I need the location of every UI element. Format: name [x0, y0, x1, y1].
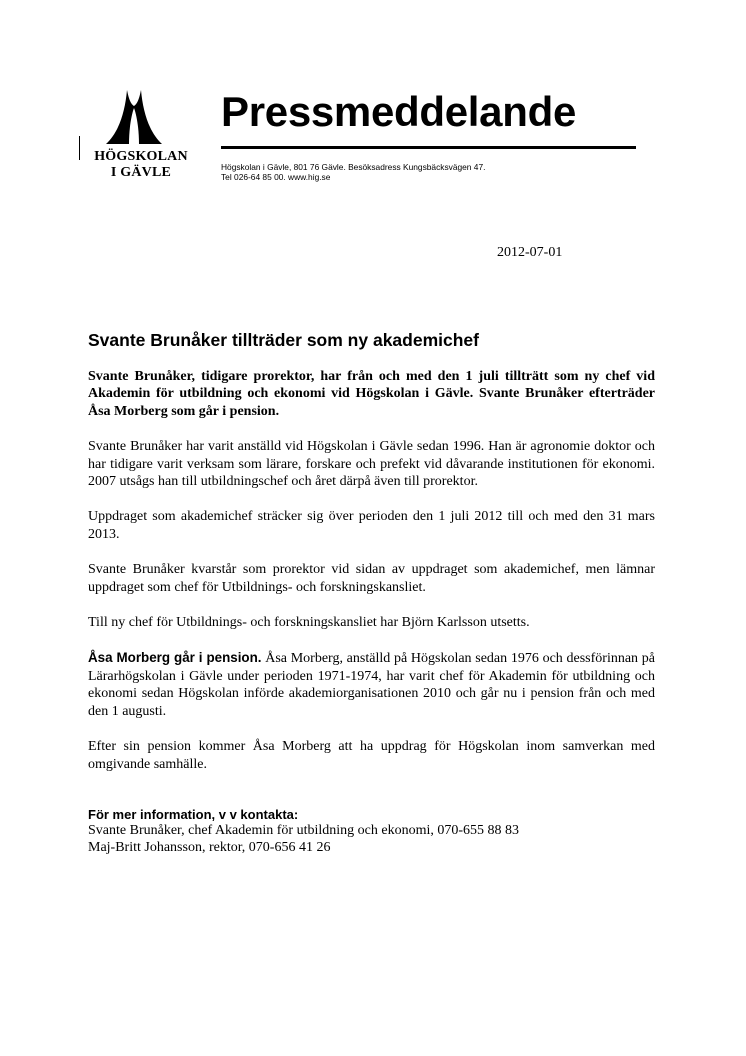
hogskolan-logo-icon	[104, 86, 164, 148]
article-paragraph-1: Svante Brunåker har varit anställd vid Högskolan i Gävle sedan 1996. Han är agronomie doktor och har tidigare varit verksam som lärare, forskare och prefekt vid dåvarande institutionen för ekonomi. 2007 utsågs han till utbildningschef och året därpå även till prorektor.	[88, 439, 655, 490]
address-line-1: Högskolan i Gävle, 801 76 Gävle. Besöksadress Kungsbäcksvägen 47.	[221, 162, 486, 172]
article	[88, 329, 655, 856]
page-title: Pressmeddelande	[221, 88, 577, 135]
article-section	[88, 649, 655, 720]
logo-divider	[79, 136, 80, 160]
press-release-date: 2012-07-01	[497, 245, 563, 260]
article-paragraph-3: Svante Brunåker kvarstår som prorektor vid sidan av uppdraget som akademichef, men lämnar uppdraget som chef för Utbildnings- och forskningskansliet.	[88, 562, 655, 595]
section-text: Åsa Morberg, anställd på Högskolan sedan 1976 och dessförinnan på Lärarhögskolan i Gävle under perioden 1971-1974, har varit chef för Akademin för utbildning och ekonomi sedan Högskolan införde akademiorganisationen 2010 och går nu i pension från och med den 1 augusti.	[88, 651, 655, 719]
contact-title: För mer information, v v kontakta:	[88, 806, 299, 822]
article-paragraph-2: Uppdraget som akademichef sträcker sig över perioden den 1 juli 2012 till och med den 31 mars 2013.	[88, 509, 655, 542]
logo-text	[82, 149, 200, 181]
logo-line-1: HÖGSKOLAN	[94, 149, 188, 164]
section-heading: Åsa Morberg går i pension.	[88, 650, 262, 666]
address-line-2: Tel 026-64 85 00. www.hig.se	[221, 172, 331, 182]
contact-line-1: Svante Brunåker, chef Akademin för utbildning och ekonomi, 070-655 88 83	[88, 822, 520, 838]
title-rule	[221, 146, 636, 149]
article-closing: Efter sin pension kommer Åsa Morberg att ha uppdrag för Högskolan inom samverkan med omgivande samhälle.	[88, 739, 655, 772]
contact-block	[88, 807, 655, 856]
address-block	[221, 162, 641, 182]
contact-line-2: Maj-Britt Johansson, rektor, 070-656 41 26	[88, 839, 331, 855]
logo-line-2: I GÄVLE	[110, 165, 172, 180]
article-lead: Svante Brunåker, tidigare prorektor, har från och med den 1 juli tillträtt som ny chef vid Akademin för utbildning och ekonomi vid Högskolan i Gävle. Svante Brunåker efterträder Åsa Morberg som går i pension.	[88, 369, 655, 419]
article-headline: Svante Brunåker tillträder som ny akademichef	[88, 330, 479, 350]
article-paragraph-4: Till ny chef för Utbildnings- och forskningskansliet har Björn Karlsson utsetts.	[88, 615, 530, 631]
